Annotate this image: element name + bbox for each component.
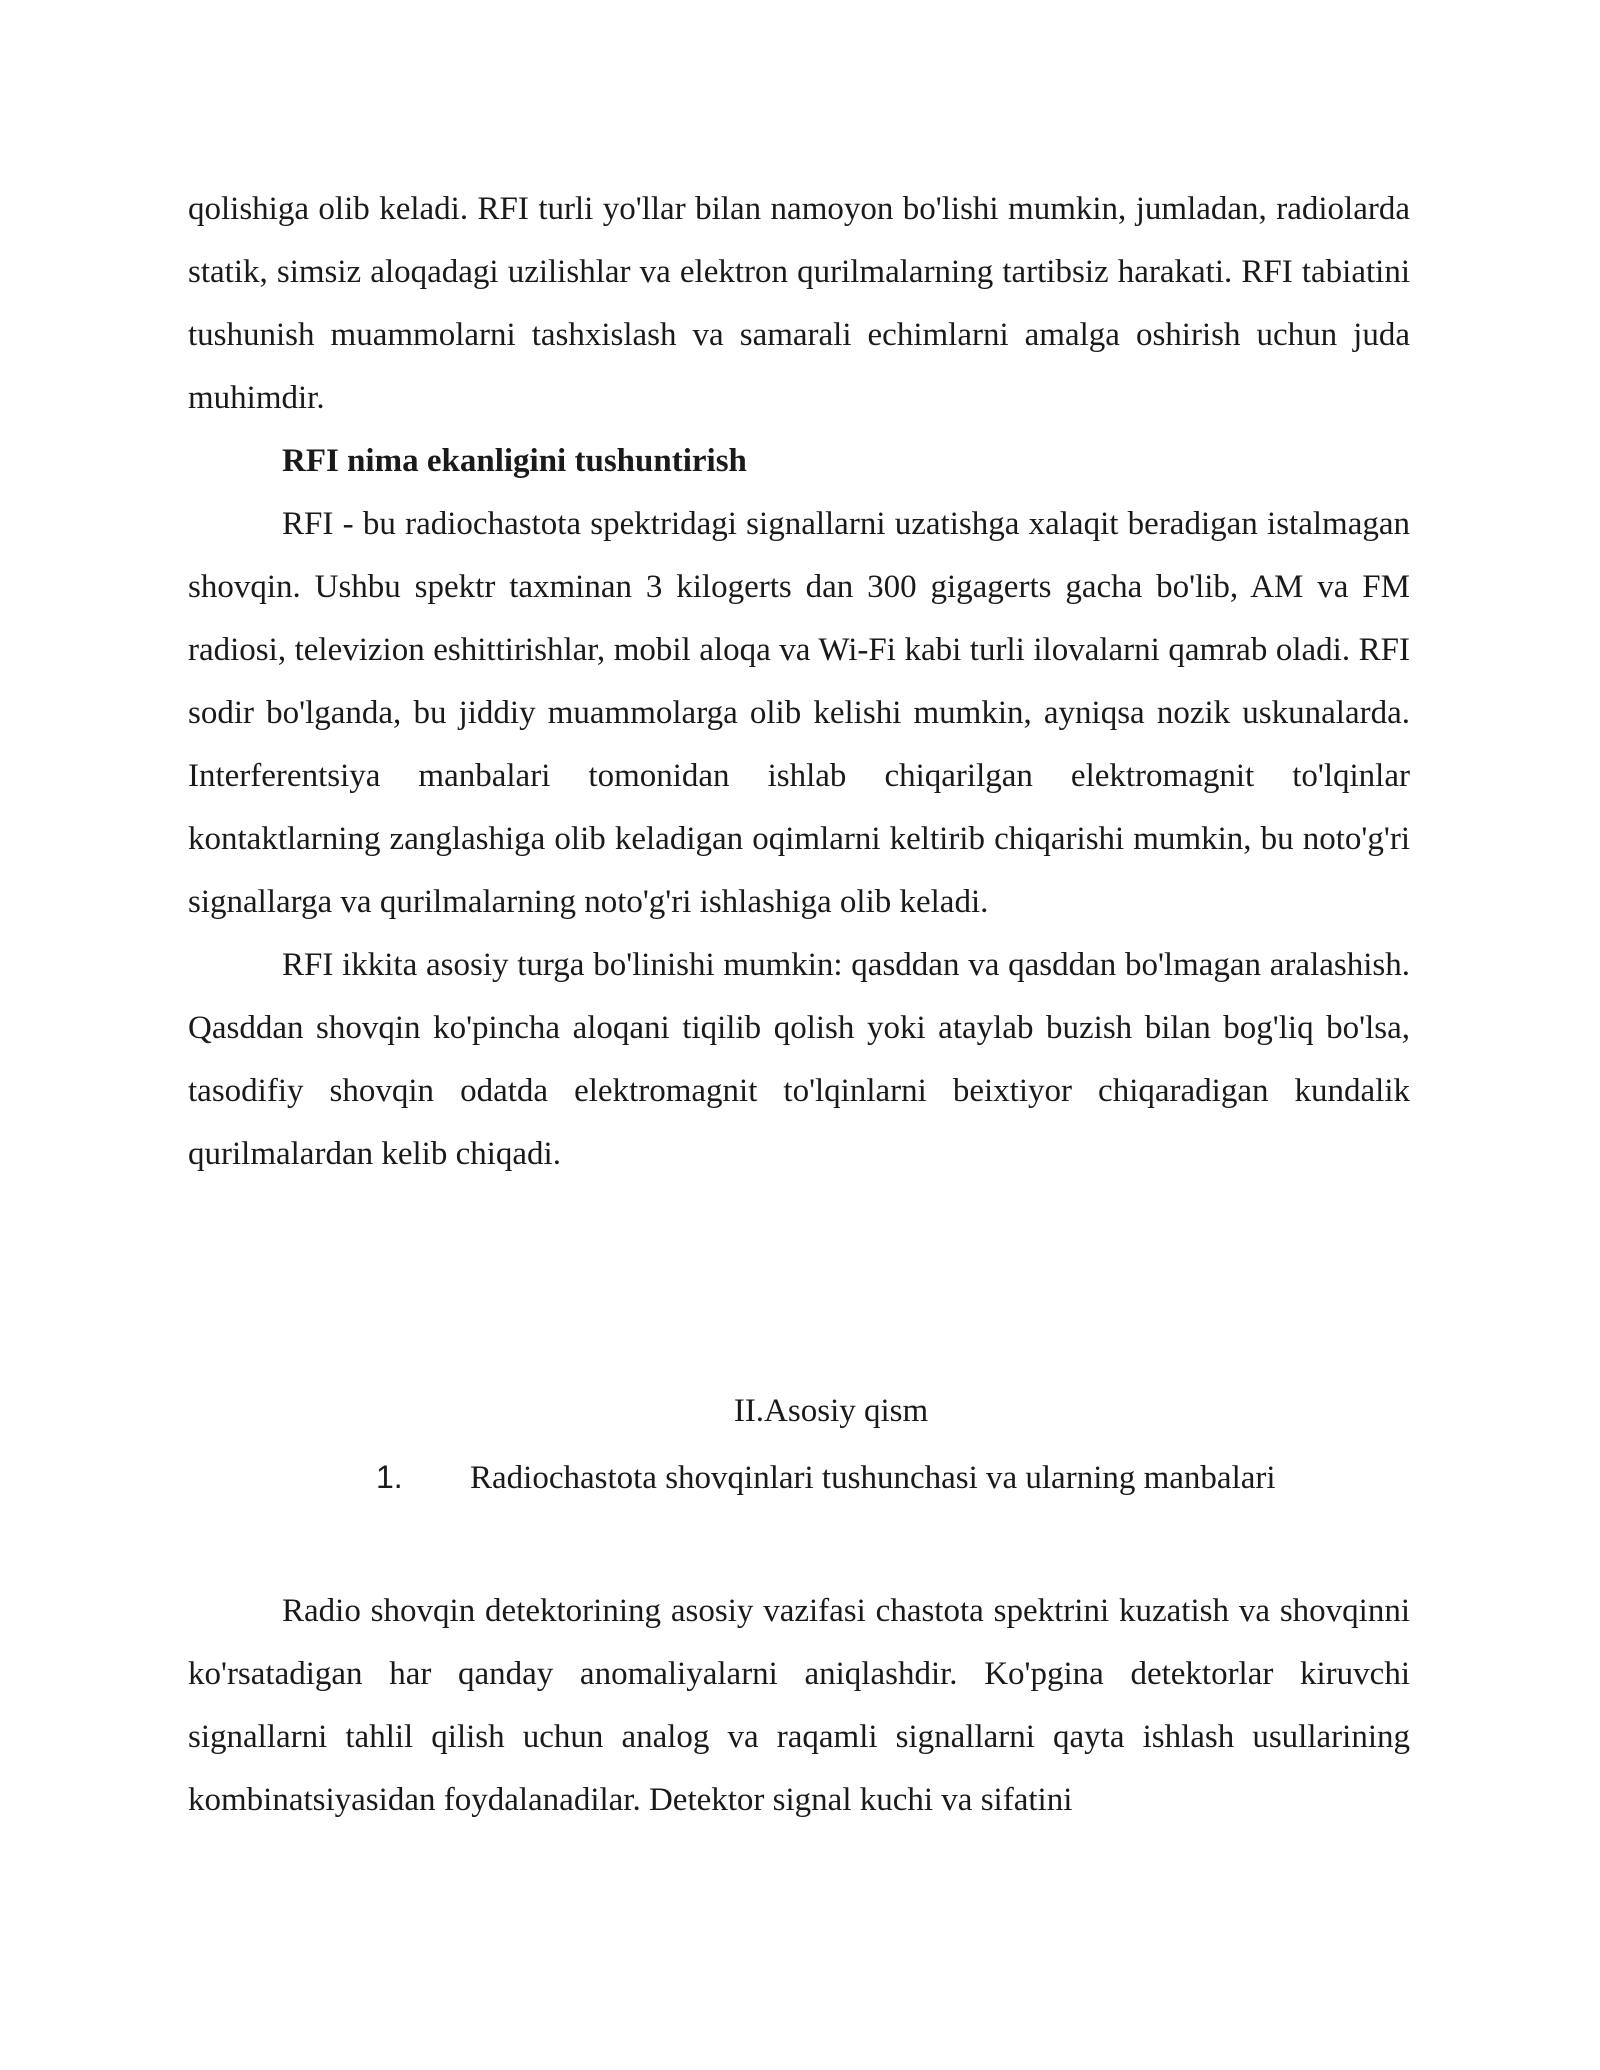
section-title: II.Asosiy qism [733,1393,929,1429]
numbered-heading [376,1446,1276,1510]
subheading-rfi-explanation: RFI nima ekanligini tushuntirish [282,443,747,479]
heading-number: 1. [376,1459,403,1495]
body-paragraph-1: RFI - bu radiochastota spektridagi signallarni uzatishga xalaqit beradigan istalmagan shovqin. Ushbu spektr taxminan 3 kilogerts dan 300 gigagerts gacha bo'lib, AM va FM radiosi, televizion eshittirishlar, mobil aloqa va Wi-Fi kabi turli ilovalarni qamrab oladi. RFI sodir bo'lganda, bu jiddiy muammolarga olib kelishi mumkin, ayniqsa nozik uskunalarda. Interferentsiya manbalari tomonidan ishlab chiqarilgan elektromagnit to'lqinlar kontaktlarning zanglashiga olib keladigan oqimlarni keltirib chiqarishi mumkin, bu noto'g'ri signallarga va qurilmalarning noto'g'ri ishlashiga olib keladi. [188,506,1410,920]
bottom-text-block [188,1580,1410,1832]
top-text-block [188,178,1410,1186]
body-paragraph-3: Radio shovqin detektorining asosiy vazifasi chastota spektrini kuzatish va shovqinni ko'rsatadigan har qanday anomaliyalarni aniqlashdir. Ko'pgina detektorlar kiruvchi signallarni tahlil qilish uchun analog va raqamli signallarni qayta ishlash usullarining kombinatsiyasidan foydalanadilar. Detektor signal kuchi va sifatini [188,1593,1410,1818]
intro-paragraph: qolishiga olib keladi. RFI turli yo'llar bilan namoyon bo'lishi mumkin, jumladan, radiolarda statik, simsiz aloqadagi uzilishlar va elektron qurilmalarning tartibsiz harakati. RFI tabiatini tushunish muammolarni tashxislash va samarali echimlarni amalga oshirish uchun juda muhimdir. [188,191,1410,416]
heading-text: Radiochastota shovqinlari tushunchasi va ularning manbalari [470,1460,1276,1496]
body-paragraph-2: RFI ikkita asosiy turga bo'linishi mumkin: qasddan va qasddan bo'lmagan aralashish. Qasddan shovqin ko'pincha aloqani tiqilib qolish yoki ataylab buzish bilan bog'liq bo'lsa, tasodifiy shovqin odatda elektromagnit to'lqinlarni beixtiyor chiqaradigan kundalik qurilmalardan kelib chiqadi. [188,947,1410,1172]
